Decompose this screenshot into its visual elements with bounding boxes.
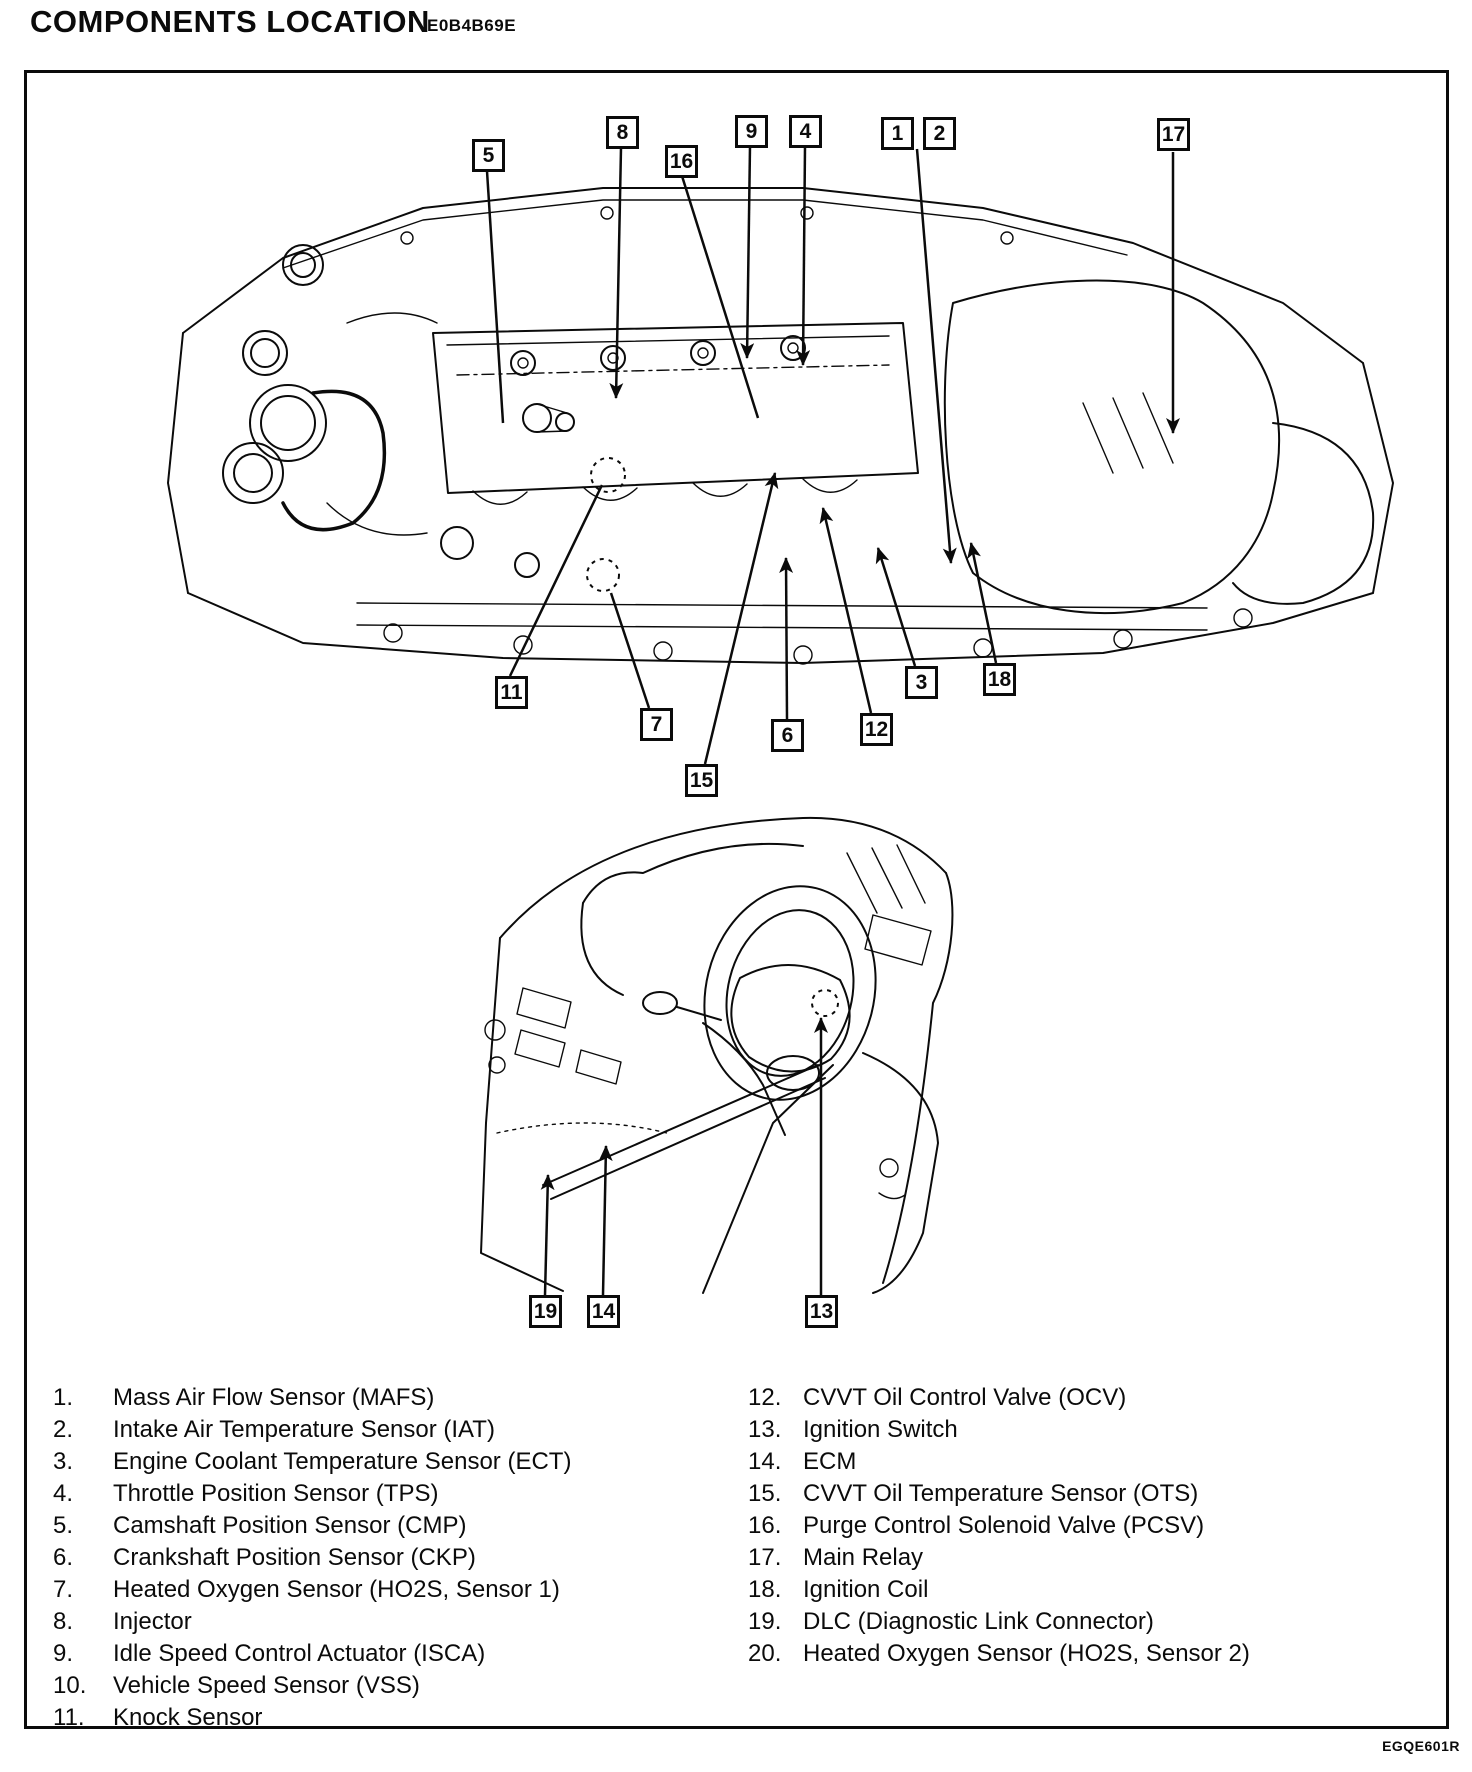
legend-item-number: 4. — [53, 1480, 74, 1507]
legend-item — [53, 1672, 733, 1704]
callout-box-18: 18 — [983, 663, 1016, 696]
legend-item-text: CVVT Oil Control Valve (OCV) — [803, 1384, 1127, 1411]
legend-item-number: 18. — [748, 1576, 782, 1603]
legend-item-number: 7. — [53, 1576, 74, 1603]
callout-box-7: 7 — [640, 708, 673, 741]
legend-item-number: 17. — [748, 1544, 782, 1571]
legend-item-text: Intake Air Temperature Sensor (IAT) — [113, 1416, 495, 1443]
legend-item-number: 11. — [53, 1704, 85, 1731]
legend-item-number: 2. — [53, 1416, 74, 1443]
legend-item-text: Camshaft Position Sensor (CMP) — [113, 1512, 467, 1539]
legend-item-text: Idle Speed Control Actuator (ISCA) — [113, 1640, 486, 1667]
legend-item-text: CVVT Oil Temperature Sensor (OTS) — [803, 1480, 1199, 1507]
legend-item — [53, 1640, 733, 1672]
column-stalk — [643, 992, 677, 1014]
callout-box-8: 8 — [606, 116, 639, 149]
legend-item — [53, 1384, 733, 1416]
legend-item — [53, 1608, 733, 1640]
legend-item-number: 3. — [53, 1448, 74, 1475]
callout-box-1: 1 — [881, 117, 914, 150]
legend-item — [53, 1576, 733, 1608]
callout-box-12: 12 — [860, 713, 893, 746]
callout-box-11: 11 — [495, 676, 528, 709]
legend-item-number: 6. — [53, 1544, 74, 1571]
legend-item-number: 9. — [53, 1640, 74, 1667]
legend-item — [53, 1704, 733, 1736]
engine-bay-drawing — [168, 188, 1393, 664]
legend-item-number: 14. — [748, 1448, 782, 1475]
figure-reference-code: EGQE601R — [1382, 1738, 1460, 1754]
legend-item-text: Main Relay — [803, 1544, 924, 1571]
callout-box-9: 9 — [735, 115, 768, 148]
legend-item — [53, 1544, 733, 1576]
callout-box-19: 19 — [529, 1295, 562, 1328]
legend-item-text: Knock Sensor — [113, 1704, 263, 1731]
legend-item-number: 15. — [748, 1480, 782, 1507]
callout-box-4: 4 — [789, 115, 822, 148]
legend-item-number: 12. — [748, 1384, 782, 1411]
legend-item-text: Crankshaft Position Sensor (CKP) — [113, 1544, 476, 1571]
ho2s-mark — [587, 559, 619, 591]
callout-box-15: 15 — [685, 764, 718, 797]
legend-item-number: 16. — [748, 1512, 782, 1539]
callout-box-5: 5 — [472, 139, 505, 172]
dashboard-drawing — [481, 818, 952, 1293]
callout-box-13: 13 — [805, 1295, 838, 1328]
legend-item — [748, 1576, 1438, 1608]
figure-box — [24, 70, 1449, 1729]
legend-item-text: Purge Control Solenoid Valve (PCSV) — [803, 1512, 1205, 1539]
steering-wheel — [682, 868, 897, 1118]
legend-item — [748, 1480, 1438, 1512]
leader-lines — [487, 146, 1173, 1295]
legend-item-text: Mass Air Flow Sensor (MAFS) — [113, 1384, 435, 1411]
ignition-switch-mark — [812, 990, 838, 1016]
callout-box-16: 16 — [665, 145, 698, 178]
legend-item-number: 5. — [53, 1512, 74, 1539]
page-code: E0B4B69E — [427, 16, 517, 35]
legend-right-column — [748, 1384, 1438, 1672]
callout-box-14: 14 — [587, 1295, 620, 1328]
legend-item-text: Heated Oxygen Sensor (HO2S, Sensor 1) — [113, 1576, 560, 1603]
legend-item — [748, 1416, 1438, 1448]
legend-left-column — [53, 1384, 733, 1736]
legend-item-number: 19. — [748, 1608, 782, 1635]
legend-item-text: Injector — [113, 1608, 192, 1635]
legend-item — [748, 1384, 1438, 1416]
legend-item — [748, 1544, 1438, 1576]
callout-box-3: 3 — [905, 666, 938, 699]
legend-item — [53, 1512, 733, 1544]
legend-item-number: 13. — [748, 1416, 782, 1443]
page-title: COMPONENTS LOCATION — [30, 4, 430, 39]
legend-item-text: Engine Coolant Temperature Sensor (ECT) — [113, 1448, 572, 1475]
legend-item-text: ECM — [803, 1448, 857, 1475]
callout-box-17: 17 — [1157, 118, 1190, 151]
legend-item-text: Throttle Position Sensor (TPS) — [113, 1480, 439, 1507]
legend-item — [748, 1448, 1438, 1480]
legend-item — [748, 1512, 1438, 1544]
legend-item — [53, 1448, 733, 1480]
legend-item-number: 20. — [748, 1640, 782, 1667]
legend-item-text: DLC (Diagnostic Link Connector) — [803, 1608, 1154, 1635]
callout-box-6: 6 — [771, 719, 804, 752]
legend-item-number: 1. — [53, 1384, 74, 1411]
legend-item — [53, 1480, 733, 1512]
legend-item-text: Ignition Switch — [803, 1416, 958, 1443]
legend-item-text: Heated Oxygen Sensor (HO2S, Sensor 2) — [803, 1640, 1250, 1667]
legend-item-number: 10. — [53, 1672, 87, 1699]
legend-item — [748, 1640, 1438, 1672]
legend-item — [53, 1416, 733, 1448]
legend-item-text: Vehicle Speed Sensor (VSS) — [113, 1672, 420, 1699]
legend-item-number: 8. — [53, 1608, 74, 1635]
legend-item-text: Ignition Coil — [803, 1576, 929, 1603]
legend-item — [748, 1608, 1438, 1640]
callout-box-2: 2 — [923, 117, 956, 150]
